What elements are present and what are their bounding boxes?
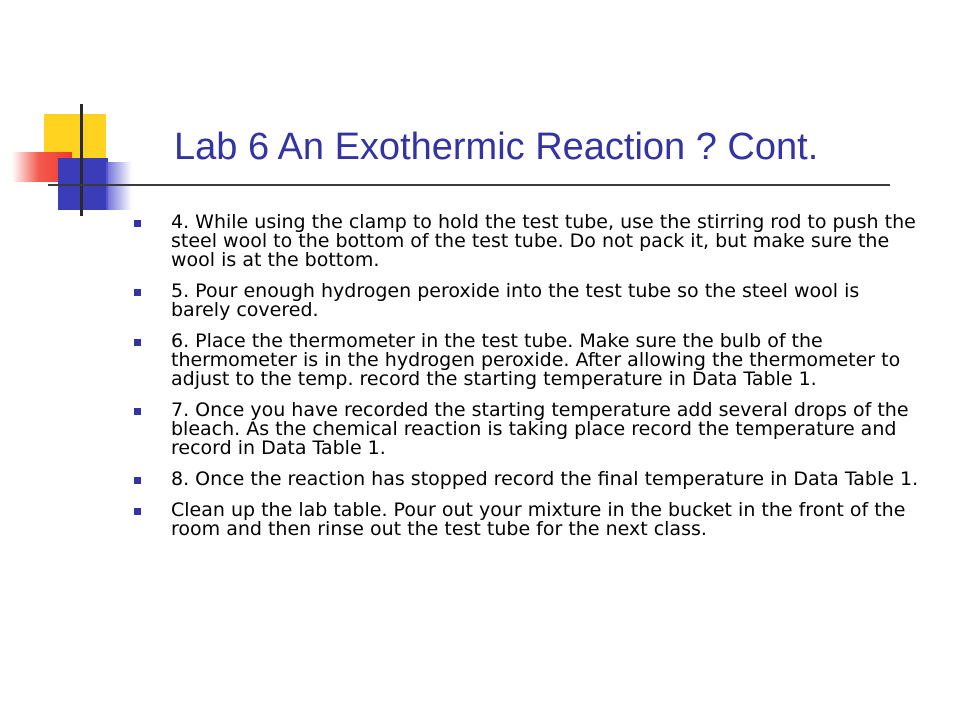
decorative-blue-fade [106,162,132,210]
bullet-text: 8. Once the reaction has stopped record the final temperature in Data Table 1. [171,468,919,490]
bullet-list [134,213,924,551]
bullet-text: 7. Once you have recorded the starting temperature add several drops of the bleach. As the chemical reaction is taking place record the temperature and record in Data Table 1. [171,399,909,459]
bullet-square-icon [134,289,141,296]
bullet-item [134,401,924,458]
bullet-square-icon [134,408,141,415]
title-underline [48,184,890,186]
bullet-square-icon [134,220,141,227]
bullet-item [134,332,924,389]
bullet-text: 5. Pour enough hydrogen peroxide into the test tube so the steel wool is barely covered. [171,280,860,321]
bullet-square-icon [134,477,141,484]
bullet-square-icon [134,508,141,515]
bullet-item [134,213,924,270]
decorative-vertical-line [80,104,83,216]
bullet-square-icon [134,339,141,346]
slide-title: Lab 6 An Exothermic Reaction ? Cont. [174,126,819,168]
bullet-text: 4. While using the clamp to hold the test tube, use the stirring rod to push the steel wool to the bottom of the test tube. Do not pack it, but make sure the wool is at the bottom. [171,211,916,271]
bullet-item [134,282,924,320]
bullet-text: 6. Place the thermometer in the test tube. Make sure the bulb of the thermometer is in the hydrogen peroxide. After allowing the thermometer to adjust to the temp. record the starting temperature in Data Table 1. [171,330,901,390]
bullet-item [134,501,924,539]
bullet-text: Clean up the lab table. Pour out your mixture in the bucket in the front of the room and then rinse out the test tube for the next class. [171,499,906,540]
bullet-item [134,470,924,489]
